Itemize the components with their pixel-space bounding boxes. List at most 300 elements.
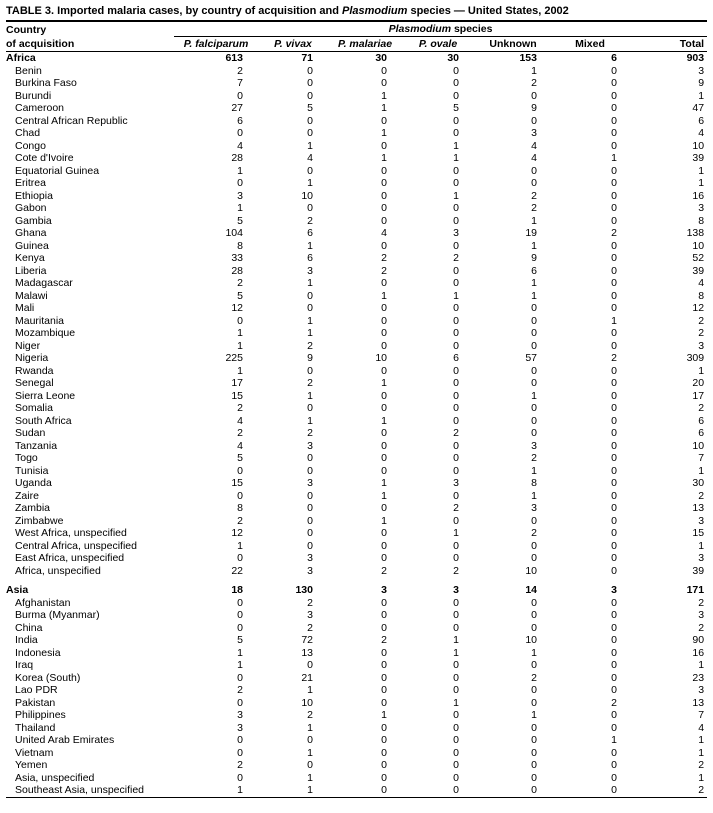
value-cell: 0 (237, 596, 243, 609)
value-cell: 0 (381, 364, 387, 377)
value-cell: 2 (453, 427, 459, 439)
country-row (6, 215, 707, 228)
value-cell: 0 (237, 771, 243, 784)
value-cell: 0 (611, 539, 617, 552)
country-row (6, 390, 707, 403)
country-name: Cameroon (15, 102, 65, 114)
value-cell: 1 (531, 646, 537, 659)
value-cell: 10 (375, 352, 387, 364)
value-cell: 28 (231, 152, 243, 164)
value-cell: 6 (531, 264, 537, 277)
country-row (6, 672, 707, 685)
country-row (6, 609, 707, 622)
value-cell: 0 (307, 734, 313, 746)
value-cell: 0 (381, 784, 387, 796)
country-name: Ethiopia (15, 189, 53, 202)
country-name: Madagascar (15, 277, 73, 289)
value-cell: 2 (698, 489, 705, 502)
country-row (6, 90, 707, 103)
value-cell: 1 (698, 364, 705, 377)
value-cell: 23 (692, 671, 705, 684)
value-cell: 3 (698, 339, 705, 352)
country-name: Equatorial Guinea (15, 164, 100, 177)
value-cell: 0 (453, 377, 459, 389)
country-name: Tanzania (15, 439, 58, 452)
value-cell: 10 (525, 634, 537, 646)
value-cell: 3 (307, 552, 313, 564)
value-cell: 0 (381, 277, 387, 289)
value-cell: 4 (237, 439, 243, 452)
value-cell: 1 (381, 377, 387, 389)
value-cell: 0 (307, 127, 313, 139)
value-cell: 19 (525, 227, 537, 239)
value-cell: 90 (692, 634, 705, 646)
country-name: South Africa (15, 414, 72, 427)
value-cell: 0 (453, 64, 459, 77)
value-cell: 0 (307, 659, 313, 671)
value-cell: 2 (611, 696, 617, 709)
value-cell: 0 (611, 477, 617, 489)
value-cell: 0 (611, 89, 617, 102)
country-row (6, 759, 707, 772)
value-cell: 0 (453, 389, 459, 402)
value-cell: 15 (692, 527, 705, 539)
value-cell: 0 (307, 539, 313, 552)
value-cell: 2 (307, 214, 313, 227)
section-total-cell: 6 (611, 52, 617, 64)
value-cell: 0 (611, 277, 617, 289)
value-cell: 0 (611, 127, 617, 139)
country-row (6, 597, 707, 610)
value-cell: 2 (531, 452, 537, 464)
value-cell: 1 (698, 89, 705, 102)
value-cell: 0 (453, 302, 459, 314)
value-cell: 10 (692, 239, 705, 252)
value-cell: 0 (531, 164, 537, 177)
value-cell: 104 (225, 227, 243, 239)
country-name: Philippines (15, 709, 66, 721)
country-name: Cote d'Ivoire (15, 152, 74, 164)
country-name: Sudan (15, 427, 46, 439)
value-cell: 22 (231, 564, 243, 577)
value-cell: 1 (531, 389, 537, 402)
value-cell: 1 (698, 464, 705, 477)
value-cell: 0 (453, 684, 459, 696)
value-cell: 0 (237, 671, 243, 684)
value-cell: 1 (381, 89, 387, 102)
country-row (6, 102, 707, 115)
country-row (6, 402, 707, 415)
country-name: East Africa, unspecified (15, 552, 125, 564)
value-cell: 0 (453, 89, 459, 102)
section-total-cell: 171 (686, 584, 705, 596)
species-group-header (174, 21, 707, 37)
country-name: Uganda (15, 477, 52, 489)
country-name: Guinea (15, 239, 49, 252)
value-cell: 3 (237, 189, 243, 202)
value-cell: 0 (453, 364, 459, 377)
value-cell: 0 (453, 721, 459, 734)
value-cell: 5 (453, 102, 459, 114)
value-cell: 0 (307, 289, 313, 302)
country-name: Burundi (15, 89, 52, 102)
value-cell: 0 (531, 89, 537, 102)
value-cell: 0 (531, 377, 537, 389)
value-cell: 0 (453, 596, 459, 609)
value-cell: 0 (381, 721, 387, 734)
value-cell: 0 (611, 771, 617, 784)
value-cell: 0 (453, 414, 459, 427)
value-cell: 0 (611, 552, 617, 564)
country-row (6, 747, 707, 760)
value-cell: 0 (611, 709, 617, 721)
value-cell: 0 (237, 609, 243, 621)
country-row (6, 709, 707, 722)
value-cell: 2 (237, 402, 243, 414)
value-cell: 0 (453, 709, 459, 721)
country-name: Senegal (15, 377, 54, 389)
value-cell: 0 (611, 684, 617, 696)
country-row (6, 352, 707, 365)
value-cell: 2 (307, 621, 313, 634)
section-total-cell: 14 (525, 584, 537, 596)
value-cell: 3 (237, 721, 243, 734)
value-cell: 0 (453, 77, 459, 89)
value-cell: 0 (453, 514, 459, 527)
value-cell: 33 (231, 252, 243, 264)
value-cell: 3 (307, 564, 313, 577)
species-word-label: species (451, 23, 493, 35)
country-row (6, 290, 707, 303)
value-cell: 0 (381, 746, 387, 759)
value-cell: 1 (453, 139, 459, 152)
value-cell: 0 (381, 114, 387, 127)
country-name: United Arab Emirates (15, 734, 115, 746)
value-cell: 2 (237, 277, 243, 289)
value-cell: 1 (531, 464, 537, 477)
value-cell: 0 (531, 539, 537, 552)
value-cell: 9 (307, 352, 313, 364)
country-name: Somalia (15, 402, 53, 414)
country-row (6, 477, 707, 490)
section-total-cell: 130 (295, 584, 313, 596)
country-row (6, 634, 707, 647)
value-cell: 1 (698, 771, 705, 784)
value-cell: 1 (381, 514, 387, 527)
value-cell: 1 (453, 152, 459, 164)
country-row (6, 684, 707, 697)
country-row (6, 697, 707, 710)
value-cell: 2 (453, 502, 459, 514)
value-cell: 0 (531, 314, 537, 327)
value-cell: 0 (611, 502, 617, 514)
table-title-part2: species — United States, 2002 (407, 5, 569, 17)
value-cell: 0 (307, 452, 313, 464)
country-row (6, 340, 707, 353)
country-header-line1: Country (6, 23, 47, 36)
value-cell: 0 (381, 214, 387, 227)
value-cell: 0 (453, 489, 459, 502)
col-header-mixed: Mixed (552, 37, 628, 52)
value-cell: 3 (698, 64, 705, 77)
value-cell: 7 (237, 77, 243, 89)
value-cell: 0 (611, 364, 617, 377)
value-cell: 0 (237, 314, 243, 327)
malaria-table (6, 20, 707, 798)
country-row (6, 152, 707, 165)
value-cell: 0 (611, 609, 617, 621)
value-cell: 0 (307, 514, 313, 527)
value-cell: 1 (453, 646, 459, 659)
value-cell: 28 (231, 264, 243, 277)
value-cell: 4 (381, 227, 387, 239)
value-cell: 2 (237, 64, 243, 77)
col-header-p-falciparum: P. falciparum (174, 37, 258, 52)
value-cell: 9 (531, 252, 537, 264)
value-cell: 1 (611, 314, 617, 327)
value-cell: 0 (307, 527, 313, 539)
country-row (6, 227, 707, 240)
value-cell: 0 (611, 514, 617, 527)
section-row (6, 52, 707, 65)
value-cell: 17 (231, 377, 243, 389)
value-cell: 0 (453, 452, 459, 464)
value-cell: 4 (698, 127, 705, 139)
value-cell: 3 (698, 609, 705, 621)
value-cell: 0 (611, 759, 617, 771)
value-cell: 4 (698, 277, 705, 289)
value-cell: 138 (686, 227, 705, 239)
value-cell: 0 (611, 177, 617, 189)
value-cell: 4 (237, 414, 243, 427)
value-cell: 0 (381, 596, 387, 609)
country-name: West Africa, unspecified (15, 527, 127, 539)
value-cell: 0 (611, 252, 617, 264)
value-cell: 3 (307, 439, 313, 452)
value-cell: 0 (611, 489, 617, 502)
value-cell: 1 (611, 734, 617, 746)
value-cell: 0 (381, 302, 387, 314)
value-cell: 0 (381, 164, 387, 177)
country-name: Africa, unspecified (15, 564, 101, 577)
value-cell: 10 (525, 564, 537, 577)
country-name: Eritrea (15, 177, 46, 189)
value-cell: 0 (611, 564, 617, 577)
value-cell: 0 (611, 202, 617, 214)
value-cell: 1 (307, 139, 313, 152)
value-cell: 3 (237, 709, 243, 721)
country-row (6, 465, 707, 478)
value-cell: 0 (531, 721, 537, 734)
value-cell: 39 (692, 152, 705, 164)
value-cell: 0 (381, 759, 387, 771)
value-cell: 2 (698, 314, 705, 327)
value-cell: 2 (698, 759, 705, 771)
value-cell: 0 (531, 596, 537, 609)
value-cell: 0 (237, 696, 243, 709)
country-row (6, 365, 707, 378)
country-name: Mali (15, 302, 35, 314)
section-total-cell: 30 (375, 52, 387, 64)
value-cell: 1 (307, 327, 313, 339)
value-cell: 1 (237, 327, 243, 339)
value-cell: 12 (231, 527, 243, 539)
country-name: Lao PDR (15, 684, 58, 696)
value-cell: 2 (611, 352, 617, 364)
value-cell: 0 (531, 402, 537, 414)
country-row (6, 327, 707, 340)
value-cell: 0 (453, 539, 459, 552)
value-cell: 13 (692, 502, 705, 514)
value-cell: 1 (307, 721, 313, 734)
value-cell: 0 (381, 177, 387, 189)
value-cell: 0 (611, 452, 617, 464)
value-cell: 2 (237, 759, 243, 771)
value-cell: 1 (381, 289, 387, 302)
value-cell: 6 (237, 114, 243, 127)
value-cell: 0 (611, 289, 617, 302)
value-cell: 0 (531, 327, 537, 339)
value-cell: 0 (381, 452, 387, 464)
value-cell: 0 (531, 514, 537, 527)
value-cell: 1 (237, 364, 243, 377)
value-cell: 0 (381, 427, 387, 439)
value-cell: 1 (531, 709, 537, 721)
value-cell: 17 (692, 389, 705, 402)
country-row (6, 190, 707, 203)
value-cell: 2 (698, 402, 705, 414)
value-cell: 2 (453, 252, 459, 264)
value-cell: 12 (231, 302, 243, 314)
value-cell: 21 (301, 671, 313, 684)
value-cell: 0 (611, 389, 617, 402)
value-cell: 1 (307, 784, 313, 796)
value-cell: 1 (698, 164, 705, 177)
value-cell: 2 (453, 564, 459, 577)
value-cell: 0 (611, 527, 617, 539)
section-total-cell: 3 (611, 584, 617, 596)
value-cell: 6 (698, 414, 705, 427)
value-cell: 5 (237, 634, 243, 646)
country-name: Mauritania (15, 314, 65, 327)
value-cell: 0 (381, 464, 387, 477)
country-row (6, 515, 707, 528)
value-cell: 1 (381, 102, 387, 114)
value-cell: 0 (307, 164, 313, 177)
value-cell: 0 (453, 277, 459, 289)
value-cell: 0 (381, 539, 387, 552)
value-cell: 13 (692, 696, 705, 709)
section-total-cell: 18 (231, 584, 243, 596)
value-cell: 0 (453, 214, 459, 227)
country-name: Korea (South) (15, 671, 81, 684)
country-name: Zambia (15, 502, 51, 514)
value-cell: 0 (611, 139, 617, 152)
value-cell: 0 (611, 439, 617, 452)
value-cell: 0 (453, 402, 459, 414)
country-row (6, 77, 707, 90)
country-name: Iraq (15, 659, 34, 671)
value-cell: 3 (307, 477, 313, 489)
value-cell: 1 (381, 477, 387, 489)
value-cell: 3 (531, 439, 537, 452)
value-cell: 0 (381, 771, 387, 784)
value-cell: 2 (381, 634, 387, 646)
value-cell: 0 (611, 114, 617, 127)
country-row (6, 552, 707, 565)
value-cell: 0 (381, 684, 387, 696)
country-row (6, 202, 707, 215)
value-cell: 1 (307, 746, 313, 759)
value-cell: 0 (453, 177, 459, 189)
value-cell: 0 (531, 659, 537, 671)
value-cell: 0 (453, 127, 459, 139)
value-cell: 0 (381, 502, 387, 514)
country-name: Kenya (15, 252, 45, 264)
table-title-plasmodium-italic: Plasmodium (341, 5, 408, 17)
value-cell: 1 (698, 177, 705, 189)
country-name: Malawi (15, 289, 48, 302)
value-cell: 1 (453, 634, 459, 646)
country-name: China (15, 621, 43, 634)
value-cell: 2 (531, 671, 537, 684)
country-row (6, 659, 707, 672)
value-cell: 5 (307, 102, 313, 114)
value-cell: 0 (611, 327, 617, 339)
country-name: Central Africa, unspecified (15, 539, 137, 552)
section-name: Africa (6, 52, 36, 64)
plasmodium-genus-label: Plasmodium (388, 23, 452, 35)
value-cell: 1 (453, 696, 459, 709)
value-cell: 1 (698, 746, 705, 759)
value-cell: 0 (611, 596, 617, 609)
value-cell: 0 (531, 771, 537, 784)
value-cell: 0 (307, 364, 313, 377)
country-name: Zimbabwe (15, 514, 64, 527)
value-cell: 1 (307, 277, 313, 289)
value-cell: 0 (611, 64, 617, 77)
value-cell: 0 (453, 439, 459, 452)
country-row (6, 527, 707, 540)
value-cell: 1 (381, 709, 387, 721)
value-cell: 5 (237, 452, 243, 464)
value-cell: 8 (237, 502, 243, 514)
country-name: India (15, 634, 38, 646)
country-name: Rwanda (15, 364, 54, 377)
value-cell: 1 (453, 189, 459, 202)
country-row (6, 252, 707, 265)
value-cell: 3 (698, 202, 705, 214)
value-cell: 8 (237, 239, 243, 252)
value-cell: 0 (307, 502, 313, 514)
value-cell: 0 (307, 89, 313, 102)
value-cell: 0 (381, 64, 387, 77)
value-cell: 3 (698, 552, 705, 564)
value-cell: 0 (237, 621, 243, 634)
value-cell: 1 (611, 152, 617, 164)
country-row (6, 784, 707, 797)
value-cell: 8 (698, 289, 705, 302)
section-total-cell: 153 (519, 52, 537, 64)
value-cell: 1 (531, 239, 537, 252)
value-cell: 15 (231, 477, 243, 489)
value-cell: 0 (531, 609, 537, 621)
value-cell: 15 (231, 389, 243, 402)
section-total-cell: 3 (381, 584, 387, 596)
value-cell: 4 (307, 152, 313, 164)
value-cell: 0 (453, 202, 459, 214)
table-body (6, 52, 707, 798)
